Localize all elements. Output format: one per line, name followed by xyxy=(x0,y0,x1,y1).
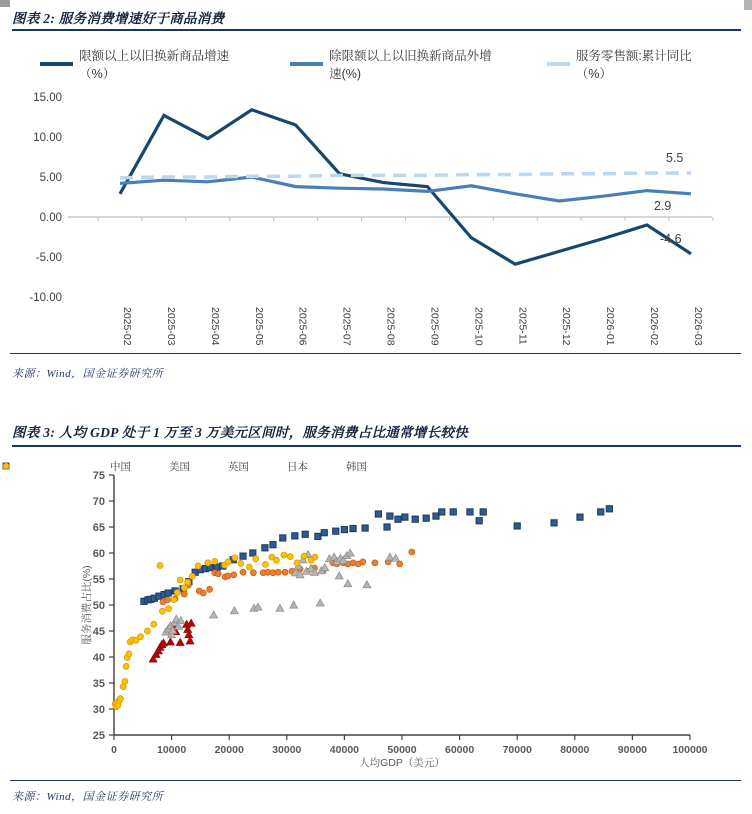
x-tick-label: 2025-05 xyxy=(252,307,265,346)
scatter-point xyxy=(166,638,174,645)
legend-label: 除限额以上以旧换新商品外增速(%) xyxy=(329,49,492,81)
y-tick-label: 5.00 xyxy=(39,172,62,184)
scatter-point xyxy=(287,554,293,560)
scatter-point xyxy=(292,533,298,539)
scatter-point xyxy=(174,590,180,596)
x-tick-label: 60000 xyxy=(444,744,475,756)
scatter-point xyxy=(189,573,195,579)
series-line-2 xyxy=(120,173,691,178)
scatter-point xyxy=(185,579,191,585)
scatter-point xyxy=(439,509,445,515)
y-tick-label: -5.00 xyxy=(35,252,62,264)
y-tick-label: 30 xyxy=(92,704,105,716)
legend-item-series-2 xyxy=(547,46,712,82)
legend-label: 英国 xyxy=(228,461,249,473)
scatter-point xyxy=(333,528,339,534)
legend-label: 美国 xyxy=(169,461,190,473)
x-tick-label: 2025-06 xyxy=(296,307,309,346)
scatter-point xyxy=(395,516,401,522)
scatter-point xyxy=(262,545,268,551)
x-tick-label: 2025-02 xyxy=(121,307,133,346)
scatter-point xyxy=(200,590,206,596)
scatter-point xyxy=(363,581,371,588)
scatter-point xyxy=(238,560,244,566)
figure3-title-underline xyxy=(12,445,741,447)
scatter-point xyxy=(231,572,237,578)
scatter-point xyxy=(250,550,256,556)
scatter-point xyxy=(176,638,184,645)
x-tick-label: 2025-11 xyxy=(516,307,529,345)
x-tick-label: 2025-09 xyxy=(428,307,441,346)
scatter-point xyxy=(362,525,368,531)
x-tick-label: 30000 xyxy=(272,744,302,756)
x-tick-label: 2025-03 xyxy=(164,307,177,346)
x-tick-label: 2025-07 xyxy=(340,307,353,346)
scatter-point xyxy=(344,580,352,587)
legend-item-series-0 xyxy=(40,46,246,82)
scatter-point xyxy=(165,590,171,596)
legend-line-swatch-icon xyxy=(547,62,569,66)
scatter-point xyxy=(402,514,408,520)
figure2-source-separator xyxy=(10,353,741,354)
scatter-point xyxy=(321,564,329,571)
scatter-point xyxy=(321,530,327,536)
scatter-point xyxy=(122,678,128,684)
scatter-point xyxy=(577,514,583,520)
y-tick-label: 10.00 xyxy=(33,132,62,144)
scatter-point xyxy=(212,558,218,564)
legend-label: 中国 xyxy=(110,461,131,473)
scatter-point xyxy=(290,601,298,608)
y-tick-label: 70 xyxy=(92,496,105,508)
value-annotation: 2.9 xyxy=(654,199,672,213)
figure2-legend xyxy=(40,49,712,81)
scatter-point xyxy=(315,533,321,539)
figure3-source-separator xyxy=(10,780,741,781)
scatter-point xyxy=(177,577,183,583)
legend-marker-shape xyxy=(3,463,9,469)
x-tick-label: 80000 xyxy=(560,744,590,756)
series-line-0 xyxy=(120,110,691,264)
scatter-point xyxy=(302,531,308,537)
legend-line-swatch-icon xyxy=(40,62,73,65)
scatter-point xyxy=(225,559,231,565)
x-tick-label: 90000 xyxy=(617,744,648,756)
scatter-point xyxy=(412,516,418,522)
x-tick-label: 50000 xyxy=(387,744,417,756)
scatter-point xyxy=(151,621,157,627)
x-tick-label: 70000 xyxy=(502,744,532,756)
scatter-point xyxy=(301,553,307,559)
scatter-point xyxy=(232,555,238,561)
x-tick-label: 2026-02 xyxy=(648,307,661,346)
scatter-point xyxy=(240,569,246,575)
legend-label: 服务零售额:累计同比（%） xyxy=(575,49,692,81)
y-tick-label: 0.00 xyxy=(39,212,62,224)
figure3-source: 来源：Wind，国金证券研究所 xyxy=(12,791,164,803)
y-tick-label: -10.00 xyxy=(29,292,62,304)
figure2-title-underline xyxy=(12,29,741,31)
window-edge-artifact-left xyxy=(0,0,10,7)
y-axis-title: 服务消费占比(%) xyxy=(81,565,93,645)
x-tick-label: 20000 xyxy=(214,744,244,756)
series-line-1 xyxy=(120,177,691,201)
scatter-point xyxy=(117,696,123,702)
scatter-point xyxy=(262,561,268,567)
scatter-point xyxy=(360,559,366,565)
scatter-point xyxy=(480,509,486,515)
scatter-point xyxy=(253,556,259,562)
scatter-point xyxy=(316,599,324,606)
scatter-point xyxy=(240,553,246,559)
scatter-point xyxy=(282,569,288,575)
legend-label: 韩国 xyxy=(346,461,367,473)
scatter-point xyxy=(157,562,163,568)
scatter-chart-figure3 xyxy=(0,470,752,802)
scatter-point xyxy=(294,560,300,566)
scatter-point xyxy=(210,611,218,618)
scatter-point xyxy=(397,561,403,567)
scatter-point xyxy=(312,554,318,560)
y-tick-label: 60 xyxy=(92,548,105,560)
x-tick-label: 2026-03 xyxy=(691,307,704,346)
figure2-source: 来源：Wind，国金证券研究所 xyxy=(12,368,164,380)
scatter-point xyxy=(280,535,286,541)
scatter-point xyxy=(598,509,604,515)
scatter-point xyxy=(207,586,213,592)
x-tick-label: 2025-10 xyxy=(472,307,485,346)
legend-item-series-1 xyxy=(290,46,503,82)
line-chart-figure2 xyxy=(0,85,752,357)
scatter-point xyxy=(276,604,284,611)
scatter-point xyxy=(246,564,252,570)
scatter-point xyxy=(273,557,279,563)
scatter-point xyxy=(230,607,238,614)
scatter-point xyxy=(159,608,165,614)
y-tick-label: 55 xyxy=(92,574,105,586)
scatter-point xyxy=(275,569,281,575)
y-tick-label: 45 xyxy=(92,626,105,638)
scatter-point xyxy=(350,525,356,531)
x-tick-label: 100000 xyxy=(672,744,708,756)
y-tick-label: 15.00 xyxy=(33,92,62,104)
x-tick-label: 0 xyxy=(111,744,117,756)
scatter-point xyxy=(409,549,415,555)
scatter-point xyxy=(423,515,429,521)
legend-line-swatch-icon xyxy=(290,62,323,65)
legend-label: 限额以上以旧换新商品增速（%） xyxy=(79,49,230,81)
y-tick-label: 75 xyxy=(92,470,105,482)
scatter-point xyxy=(467,509,473,515)
x-tick-label: 2025-04 xyxy=(208,307,221,346)
legend-label: 日本 xyxy=(287,461,308,473)
scatter-point xyxy=(551,520,557,526)
x-tick-label: 2025-08 xyxy=(384,307,397,346)
value-annotation: 5.5 xyxy=(666,151,684,165)
scatter-point xyxy=(215,571,221,577)
scatter-point xyxy=(450,509,456,515)
x-tick-label: 10000 xyxy=(156,744,187,756)
y-tick-label: 35 xyxy=(92,678,105,690)
scatter-point xyxy=(387,513,393,519)
scatter-point xyxy=(123,663,129,669)
scatter-point xyxy=(181,591,187,597)
scatter-point xyxy=(375,511,381,517)
scatter-point xyxy=(137,634,143,640)
scatter-point xyxy=(514,523,520,529)
scatter-point xyxy=(126,651,132,657)
value-annotation: -4.6 xyxy=(660,232,682,246)
scatter-point xyxy=(165,597,171,603)
scatter-point xyxy=(171,597,177,603)
scatter-point xyxy=(606,506,612,512)
y-tick-label: 25 xyxy=(92,730,105,742)
window-edge-artifact-right xyxy=(744,0,752,10)
scatter-point xyxy=(281,552,287,558)
scatter-point xyxy=(195,563,201,569)
scatter-point xyxy=(181,585,187,591)
y-tick-label: 50 xyxy=(92,600,105,612)
scatter-point xyxy=(144,628,150,634)
scatter-point xyxy=(384,524,390,530)
x-tick-label: 40000 xyxy=(329,744,360,756)
x-tick-label: 2026-01 xyxy=(604,307,617,346)
x-axis-title: 人均GDP（美元） xyxy=(359,757,445,769)
y-tick-label: 40 xyxy=(92,652,105,664)
figure2-title: 图表 2: 服务消费增速好于商品消费 xyxy=(12,11,225,26)
scatter-point xyxy=(270,542,276,548)
figure3-title: 图表 3: 人均 GDP 处于 1 万至 3 万美元区间时，服务消费占比通常增长较快 xyxy=(12,425,469,440)
scatter-point xyxy=(341,527,347,533)
scatter-point xyxy=(372,560,378,566)
scatter-point xyxy=(476,518,482,524)
scatter-point xyxy=(225,573,231,579)
scatter-point xyxy=(250,570,256,576)
scatter-point xyxy=(335,572,343,579)
y-tick-label: 65 xyxy=(92,522,105,534)
x-tick-label: 2025-12 xyxy=(560,307,573,346)
scatter-point xyxy=(166,606,172,612)
scatter-point xyxy=(205,560,211,566)
